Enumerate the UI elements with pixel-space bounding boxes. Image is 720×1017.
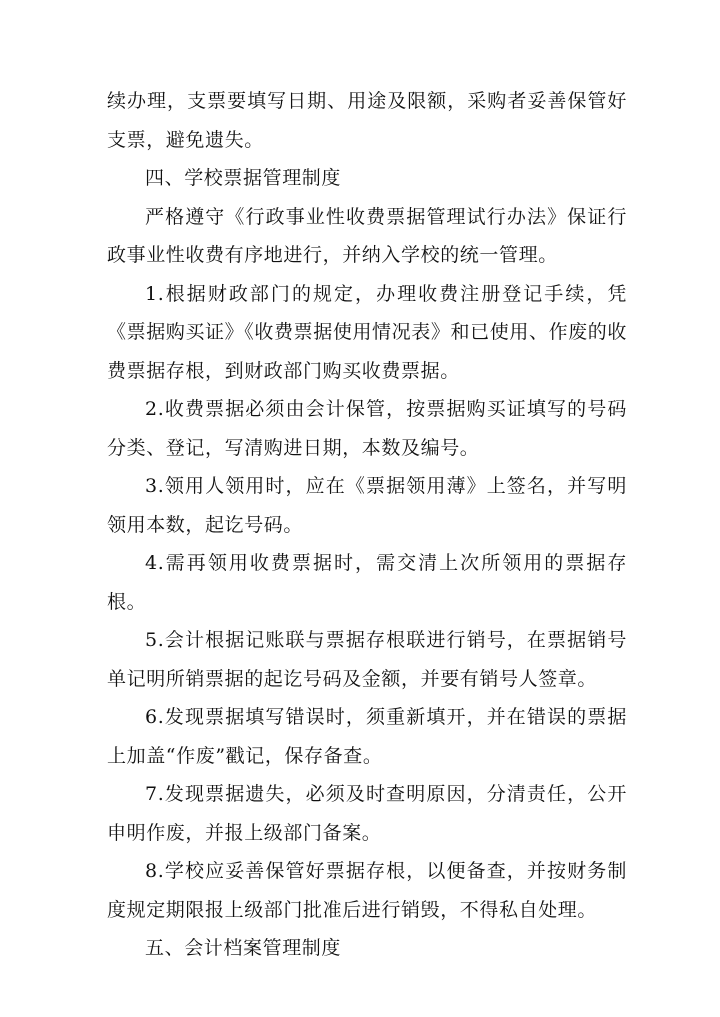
list-item-7: 7.发现票据遗失，必须及时查明原因，分清责任，公开申明作废，并报上级部门备案。 (107, 783, 627, 844)
list-item-1: 1.根据财政部门的规定，办理收费注册登记手续，凭《票据购买证》《收费票据使用情况表》和已使用、作废的收费票据存根，到财政部门购买收费票据。 (107, 282, 627, 382)
paragraph-intro: 严格遵守《行政事业性收费票据管理试行办法》保证行政事业性收费有序地进行，并纳入学校的统一管理。 (107, 205, 627, 266)
list-item-5: 5.会计根据记账联与票据存根联进行销号，在票据销号单记明所销票据的起讫号码及金额，并要有销号人签章。 (107, 629, 627, 690)
list-item-4: 4.需再领用收费票据时，需交清上次所领用的票据存根。 (107, 552, 627, 613)
section-heading-4: 四、学校票据管理制度 (145, 167, 342, 189)
section-heading-5: 五、会计档案管理制度 (145, 937, 342, 959)
list-item-3: 3.领用人领用时，应在《票据领用薄》上签名，并写明领用本数，起讫号码。 (107, 475, 627, 536)
list-item-8: 8.学校应妥善保管好票据存根，以便备查，并按财务制度规定期限报上级部门批准后进行销毁，不得私自处理。 (107, 860, 627, 921)
list-item-6: 6.发现票据填写错误时，须重新填开，并在错误的票据上加盖“作废”戳记，保存备查。 (107, 706, 627, 767)
paragraph-continuation: 续办理，支票要填写日期、用途及限额，采购者妥善保管好支票，避免遗失。 (107, 90, 627, 151)
document-page (107, 82, 627, 968)
list-item-2: 2.收费票据必须由会计保管，按票据购买证填写的号码分类、登记，写清购进日期，本数及编号。 (107, 398, 627, 459)
